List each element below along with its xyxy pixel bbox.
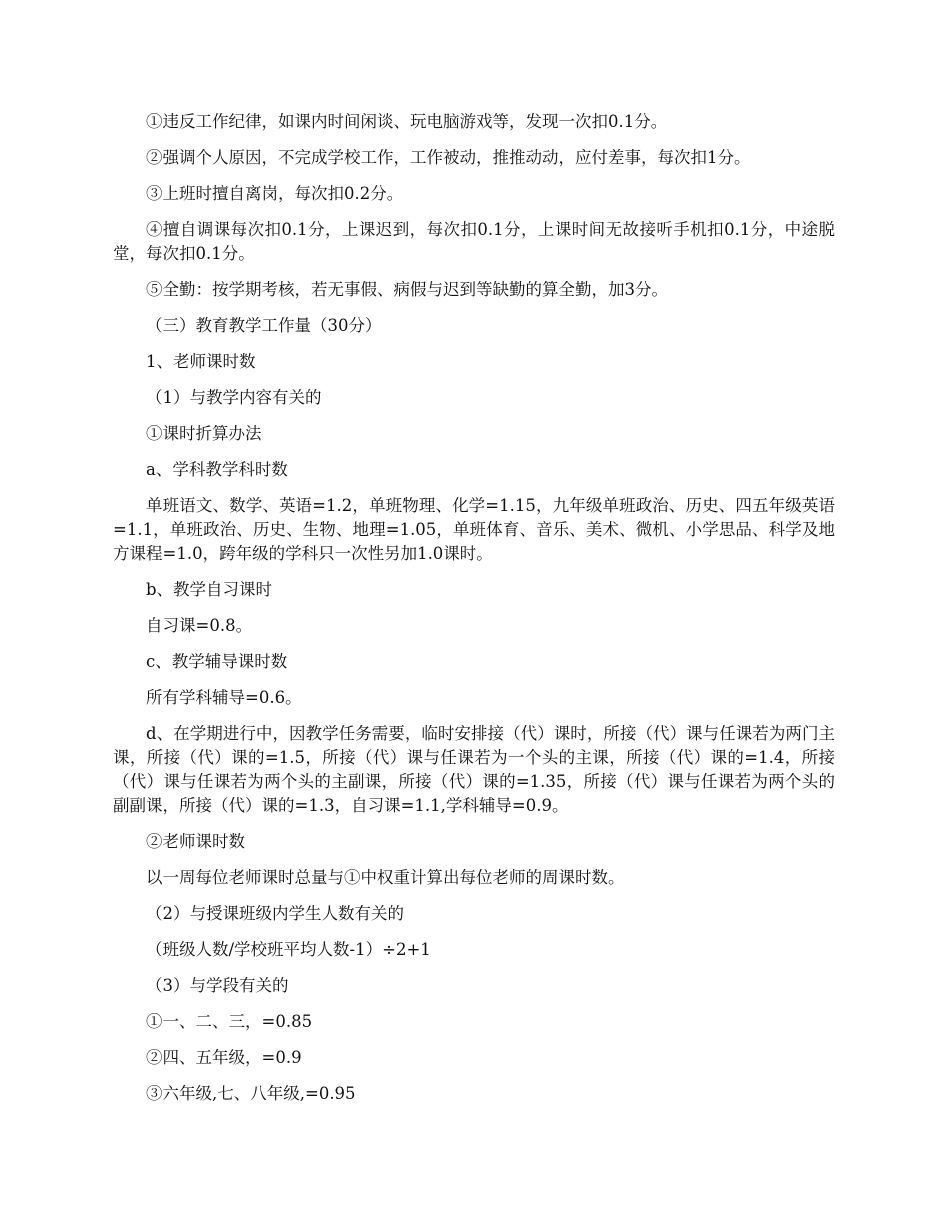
grade-level-3: ③六年级,七、八年级,=0.95 [146,1084,356,1103]
paragraph-5: ⑤全勤：按学期考核，若无事假、病假与迟到等缺勤的算全勤，加3分。 [146,280,668,299]
item-b-body: 自习课=0.8。 [146,616,253,635]
subheading-class-size: （2）与授课班级内学生人数有关的 [146,904,404,923]
class-size-formula: （班级人数/学校班平均人数-1）÷2+1 [146,940,431,959]
subheading-teacher-hours-2: ②老师课时数 [146,832,245,851]
paragraph-2: ②强调个人原因，不完成学校工作，工作被动，推推动动，应付差事，每次扣1分。 [146,148,751,167]
paragraph-4: ④擅自调课每次扣0.1分，上课迟到，每次扣0.1分，上课时间无故接听手机扣0.1分，中途脱堂，每次扣0.1分。 [113,220,835,263]
document-body [113,110,835,1118]
section-heading-3: （三）教育教学工作量（30分） [146,316,382,335]
subheading-grade-level: （3）与学段有关的 [146,976,289,995]
item-c-body: 所有学科辅导=0.6。 [146,688,302,707]
item-c-heading: c、教学辅导课时数 [146,652,288,671]
subheading-teacher-hours: 1、老师课时数 [146,352,256,371]
grade-level-1: ①一、二、三，=0.85 [146,1012,313,1031]
weekly-hours-body: 以一周每位老师课时总量与①中权重计算出每位老师的周课时数。 [146,868,625,887]
paragraph-1: ①违反工作纪律，如课内时间闲谈、玩电脑游戏等，发现一次扣0.1分。 [146,112,668,131]
subheading-conversion-method: ①课时折算办法 [146,424,262,443]
item-a-heading: a、学科教学科时数 [146,460,288,479]
item-a-body: 单班语文、数学、英语=1.2，单班物理、化学=1.15，九年级单班政治、历史、四五年级英语=1.1，单班政治、历史、生物、地理=1.05，单班体育、音乐、美术、微机、小学思品、科学及地方课程=1.0，跨年级的学科只一次性另加1.0课时。 [113,496,835,563]
subheading-content-related: （1）与教学内容有关的 [146,388,322,407]
grade-level-2: ②四、五年级，=0.9 [146,1048,302,1067]
item-b-heading: b、教学自习课时 [146,580,273,599]
paragraph-3: ③上班时擅自离岗，每次扣0.2分。 [146,184,404,203]
item-d-body: d、在学期进行中，因教学任务需要，临时安排接（代）课时，所接（代）课与任课若为两门主课，所接（代）课的=1.5，所接（代）课与任课若为一个头的主课，所接（代）课的=1.4，所接（代）课与任课若为两个头的主副课，所接（代）课的=1.35，所接（代）课与任课若为两个头的副副课，所接（代）课的=1.3，自习课=1.1,学科辅导=0.9。 [113,724,835,815]
